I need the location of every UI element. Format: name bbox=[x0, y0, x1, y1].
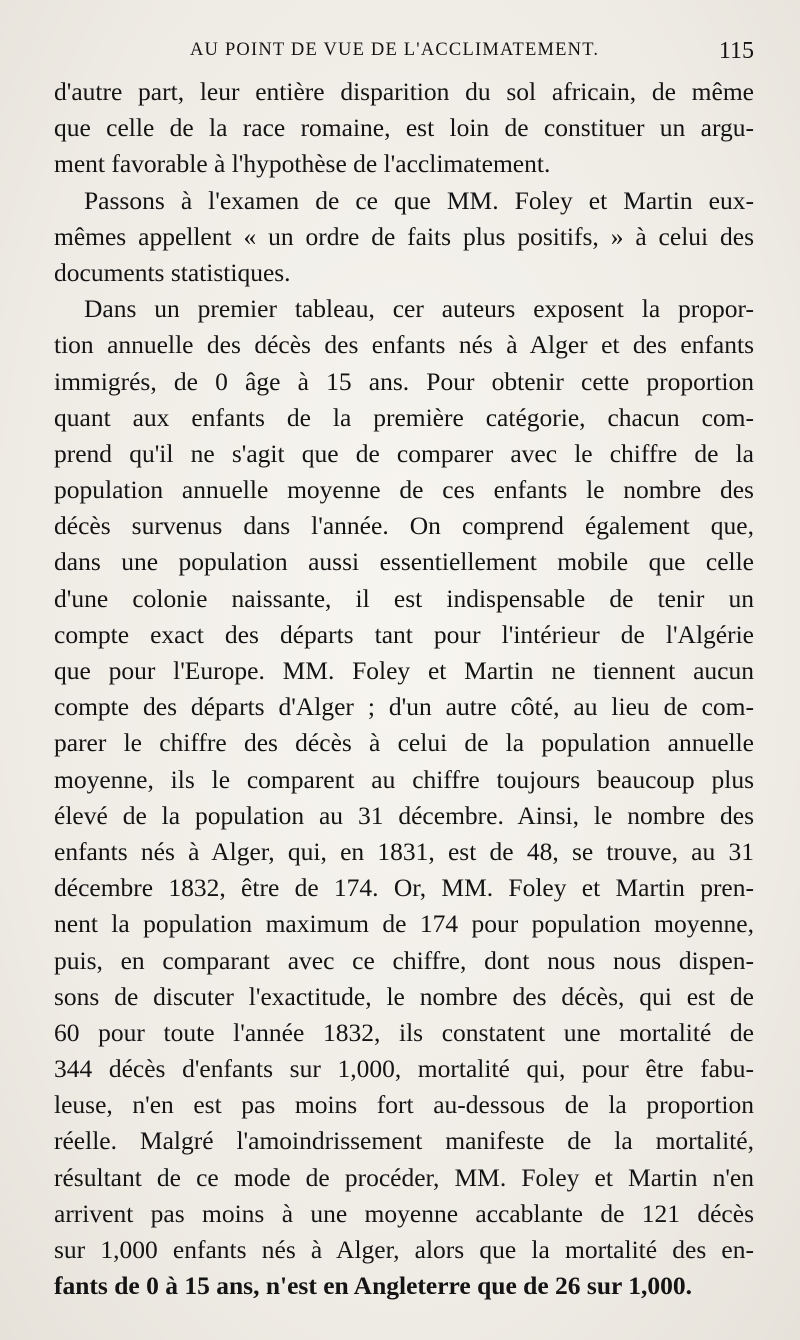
text-line: prend qu'il ne s'agit que de comparer avec le chiffre de la bbox=[54, 438, 754, 468]
text-line: arrivent pas moins à une moyenne accablante de 121 décès bbox=[54, 1198, 754, 1228]
text-line: compte exact des départs tant pour l'intérieur de l'Algérie bbox=[54, 619, 754, 649]
text-line: que pour l'Europe. MM. Foley et Martin ne tiennent aucun bbox=[54, 656, 754, 685]
text-line: résultant de ce mode de procéder, MM. Foley et Martin n'en bbox=[54, 1162, 754, 1192]
text-line: Dans un premier tableau, cer auteurs exposent la propor- bbox=[84, 294, 754, 324]
text-line: que celle de la race romaine, est loin de constituer un argu- bbox=[54, 113, 754, 143]
text-line: enfants nés à Alger, qui, en 1831, est de 48, se trouve, au 31 bbox=[54, 836, 754, 866]
text-line: quant aux enfants de la première catégorie, chacun com- bbox=[54, 402, 754, 432]
text-line: ment favorable à l'hypothèse de l'acclimatement. bbox=[54, 149, 551, 179]
text-line: d'une colonie naissante, il est indispensable de tenir un bbox=[54, 583, 754, 613]
text-line: parer le chiffre des décès à celui de la population annuelle bbox=[54, 728, 754, 758]
running-head bbox=[54, 34, 754, 70]
text-line: nent la population maximum de 174 pour population moyenne, bbox=[54, 909, 754, 939]
page-number: 115 bbox=[718, 38, 754, 64]
text-line: sur 1,000 enfants nés à Alger, alors que la mortalité des en- bbox=[54, 1235, 754, 1264]
text-line: 60 pour toute l'année 1832, ils constatent une mortalité de bbox=[54, 1017, 754, 1047]
text-line: immigrés, de 0 âge à 15 ans. Pour obtenir cette proportion bbox=[54, 366, 754, 396]
text-line: mêmes appellent « un ordre de faits plus positifs, » à celui des bbox=[54, 221, 754, 251]
text-line: compte des départs d'Alger ; d'un autre côté, au lieu de com- bbox=[54, 692, 754, 722]
text-line: réelle. Malgré l'amoindrissement manifeste de la mortalité, bbox=[54, 1126, 754, 1156]
body-text bbox=[54, 74, 754, 1304]
text-line: documents statistiques. bbox=[54, 257, 291, 287]
text-line: tion annuelle des décès des enfants nés à Alger et des enfants bbox=[54, 330, 754, 360]
text-line: élevé de la population au 31 décembre. Ainsi, le nombre des bbox=[54, 800, 754, 830]
text-line: population annuelle moyenne de ces enfants le nombre des bbox=[54, 475, 754, 505]
text-line: sons de discuter l'exactitude, le nombre des décès, qui est de bbox=[54, 981, 754, 1011]
text-line: fants de 0 à 15 ans, n'est en Angleterre que de 26 sur 1,000. bbox=[54, 1271, 692, 1301]
text-line: puis, en comparant avec ce chiffre, dont nous nous dispen- bbox=[54, 945, 754, 975]
text-line: d'autre part, leur entière disparition du sol africain, de même bbox=[54, 77, 754, 106]
text-line: leuse, n'en est pas moins fort au-dessous de la proportion bbox=[54, 1090, 754, 1120]
text-line: dans une population aussi essentiellement mobile que celle bbox=[54, 547, 754, 577]
text-line: 344 décès d'enfants sur 1,000, mortalité qui, pour être fabu- bbox=[54, 1054, 754, 1084]
text-line: décembre 1832, être de 174. Or, MM. Foley et Martin pren- bbox=[54, 873, 754, 903]
text-line: décès survenus dans l'année. On comprend également que, bbox=[54, 511, 754, 541]
text-line: moyenne, ils le comparent au chiffre toujours beaucoup plus bbox=[54, 764, 754, 794]
running-title: AU POINT DE VUE DE L'ACCLIMATEMENT. bbox=[190, 40, 600, 60]
text-line: Passons à l'examen de ce que MM. Foley et Martin eux- bbox=[84, 185, 754, 215]
